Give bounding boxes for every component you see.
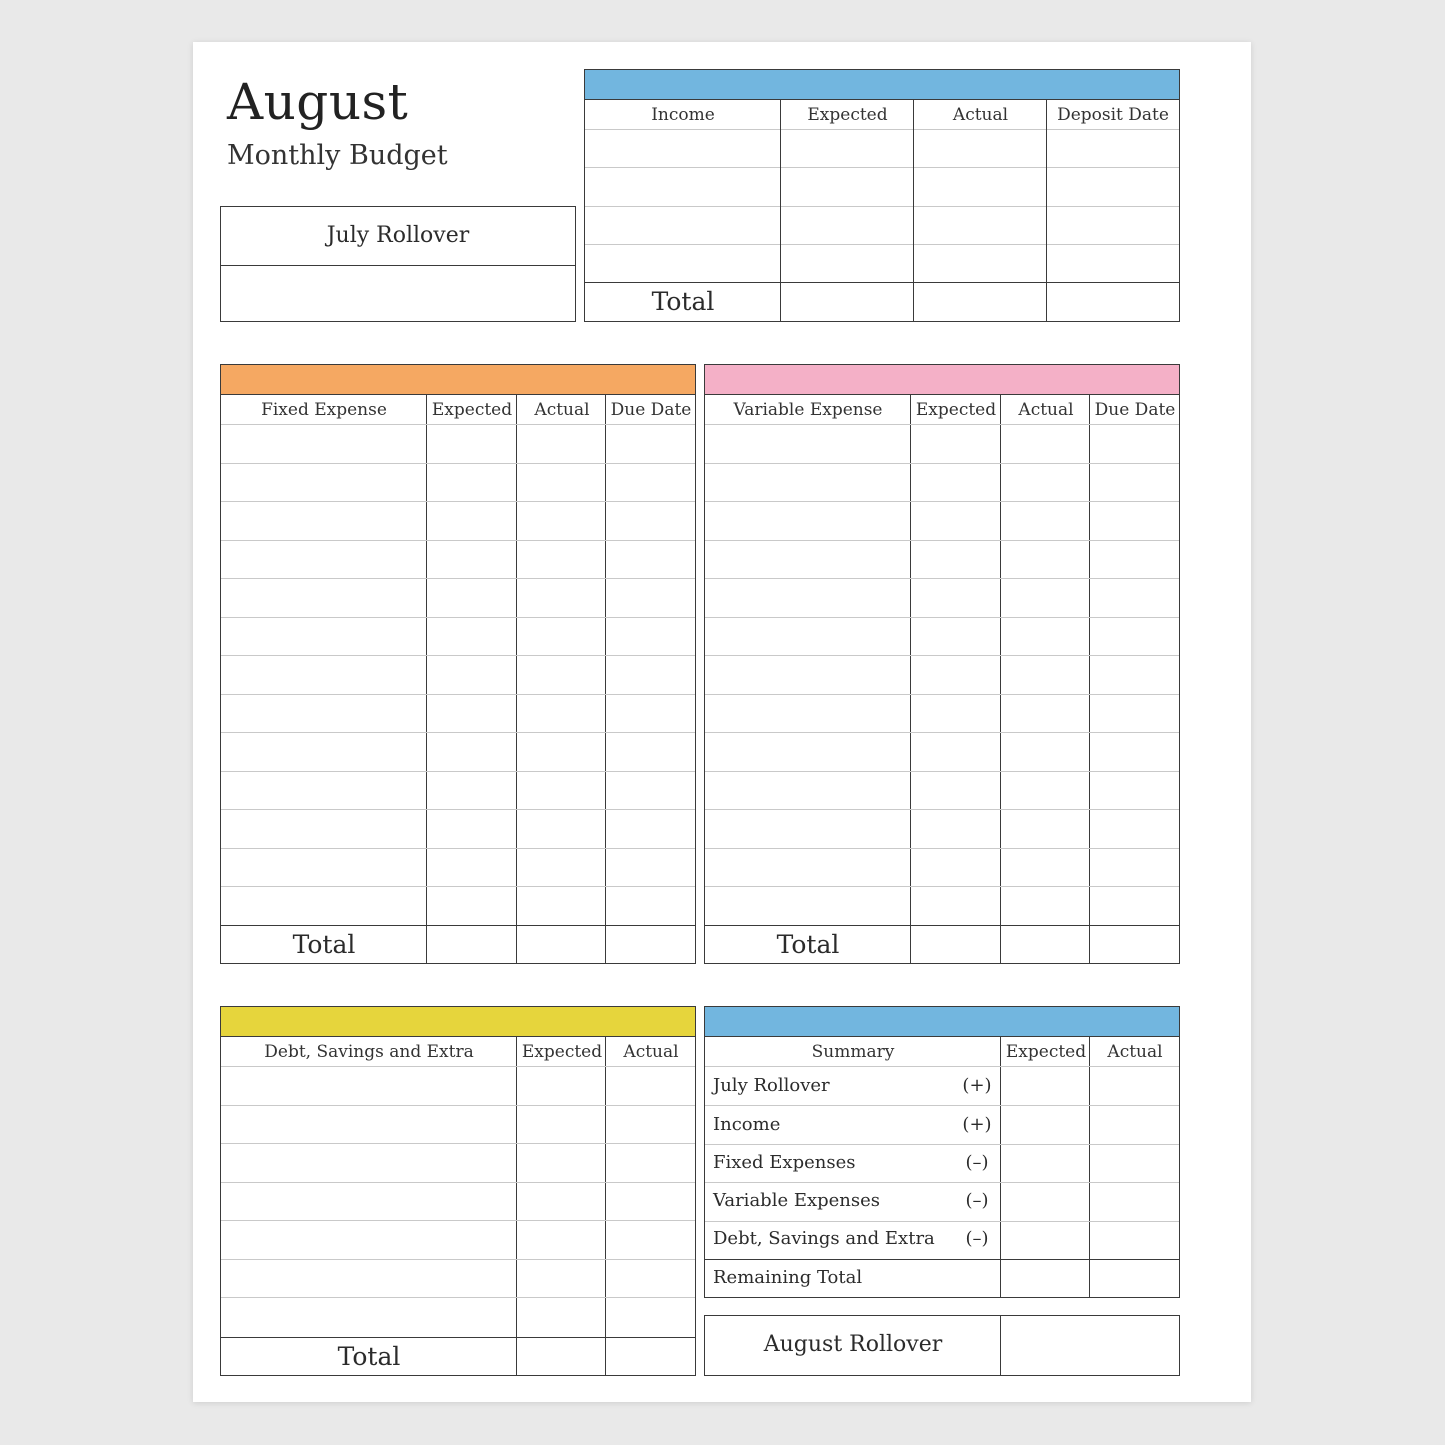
col-line [913,99,914,321]
row-line [705,655,1179,656]
row-line [221,1066,695,1067]
total-line [221,925,695,926]
row-line [221,540,695,541]
fixed-header-actual: Actual [534,400,590,420]
col-line [1000,1316,1001,1375]
summary-row-debt-savings: Debt, Savings and Extra [713,1228,935,1249]
col-line [426,394,427,963]
fixed-header-expense: Fixed Expense [261,400,387,420]
row-line [705,617,1179,618]
row-line [585,244,1179,245]
summary-remaining-total: Remaining Total [713,1267,863,1288]
row-line [705,694,1179,695]
row-line [705,771,1179,772]
fixed-expense-table [220,364,696,964]
plus-sign: (+) [962,1114,992,1135]
row-line [221,886,695,887]
variable-header-expected: Expected [915,400,997,420]
income-table [584,69,1180,322]
summary-header-actual: Actual [1107,1042,1163,1062]
income-header-expected: Expected [807,105,888,125]
summary-header-expected: Expected [1005,1042,1087,1062]
income-header-deposit-date: Deposit Date [1057,105,1169,125]
debt-header-item: Debt, Savings and Extra [264,1042,474,1062]
col-line [516,394,517,963]
august-rollover-value-cell[interactable] [1002,1316,1179,1375]
minus-sign: (–) [965,1190,989,1211]
august-rollover-box [704,1315,1180,1376]
income-total-label: Total [651,287,715,316]
row-line [585,206,1179,207]
variable-color-bar [705,365,1179,395]
row-line [585,129,1179,130]
col-line [1000,394,1001,963]
row-line [221,1259,695,1260]
row-line [705,886,1179,887]
col-line [605,394,606,963]
row-line [221,1182,695,1183]
debt-total-label: Total [337,1342,401,1371]
page-subtitle: Monthly Budget [227,140,448,171]
fixed-color-bar [221,365,695,395]
july-rollover-value-cell[interactable] [221,267,575,321]
row-line [221,463,695,464]
income-header-actual: Actual [952,105,1009,125]
variable-total-label: Total [776,930,840,959]
row-line [221,771,695,772]
row-line [705,463,1179,464]
summary-row-income: Income [713,1114,781,1135]
summary-row-fixed-expenses: Fixed Expenses [713,1152,856,1173]
row-line [705,732,1179,733]
col-line [1089,1036,1090,1297]
row-line [221,1105,695,1106]
row-line [221,732,695,733]
income-color-bar [585,70,1179,100]
row-line [705,809,1179,810]
variable-header-expense: Variable Expense [733,400,883,420]
summary-table [704,1006,1180,1298]
row-line [221,617,695,618]
fixed-header-expected: Expected [431,400,513,420]
summary-row-variable-expenses: Variable Expenses [713,1190,881,1211]
page-title: August [227,73,409,131]
variable-header-due-date: Due Date [1094,400,1176,420]
row-line [705,501,1179,502]
row-line [221,809,695,810]
debt-savings-table [220,1006,696,1376]
total-line [221,1337,695,1338]
row-line [221,1143,695,1144]
col-line [516,1036,517,1375]
row-line [221,424,695,425]
row-line [221,655,695,656]
total-line [705,925,1179,926]
row-line [705,848,1179,849]
row-line [221,848,695,849]
summary-color-bar [705,1007,1179,1037]
row-line [705,424,1179,425]
plus-sign: (+) [962,1075,992,1096]
row-line [705,578,1179,579]
minus-sign: (–) [965,1228,989,1249]
debt-color-bar [221,1007,695,1037]
july-rollover-label: July Rollover [326,223,470,248]
row-line [221,1220,695,1221]
summary-row-july-rollover: July Rollover [713,1075,830,1096]
variable-header-actual: Actual [1018,400,1074,420]
debt-header-expected: Expected [521,1042,603,1062]
col-line [605,1036,606,1375]
row-line [221,501,695,502]
income-header-income: Income [651,105,715,125]
divider [221,265,575,266]
fixed-total-label: Total [292,930,356,959]
row-line [705,540,1179,541]
fixed-header-due-date: Due Date [610,400,692,420]
july-rollover-box [220,206,576,322]
row-line [221,578,695,579]
col-line [1000,1036,1001,1297]
col-line [1089,394,1090,963]
row-line [221,1297,695,1298]
variable-expense-table [704,364,1180,964]
august-rollover-label: August Rollover [763,1332,943,1357]
row-line [221,694,695,695]
summary-header-summary: Summary [811,1042,895,1062]
row-line [585,167,1179,168]
col-line [910,394,911,963]
minus-sign: (–) [965,1152,989,1173]
col-line [1046,99,1047,321]
debt-header-actual: Actual [623,1042,679,1062]
